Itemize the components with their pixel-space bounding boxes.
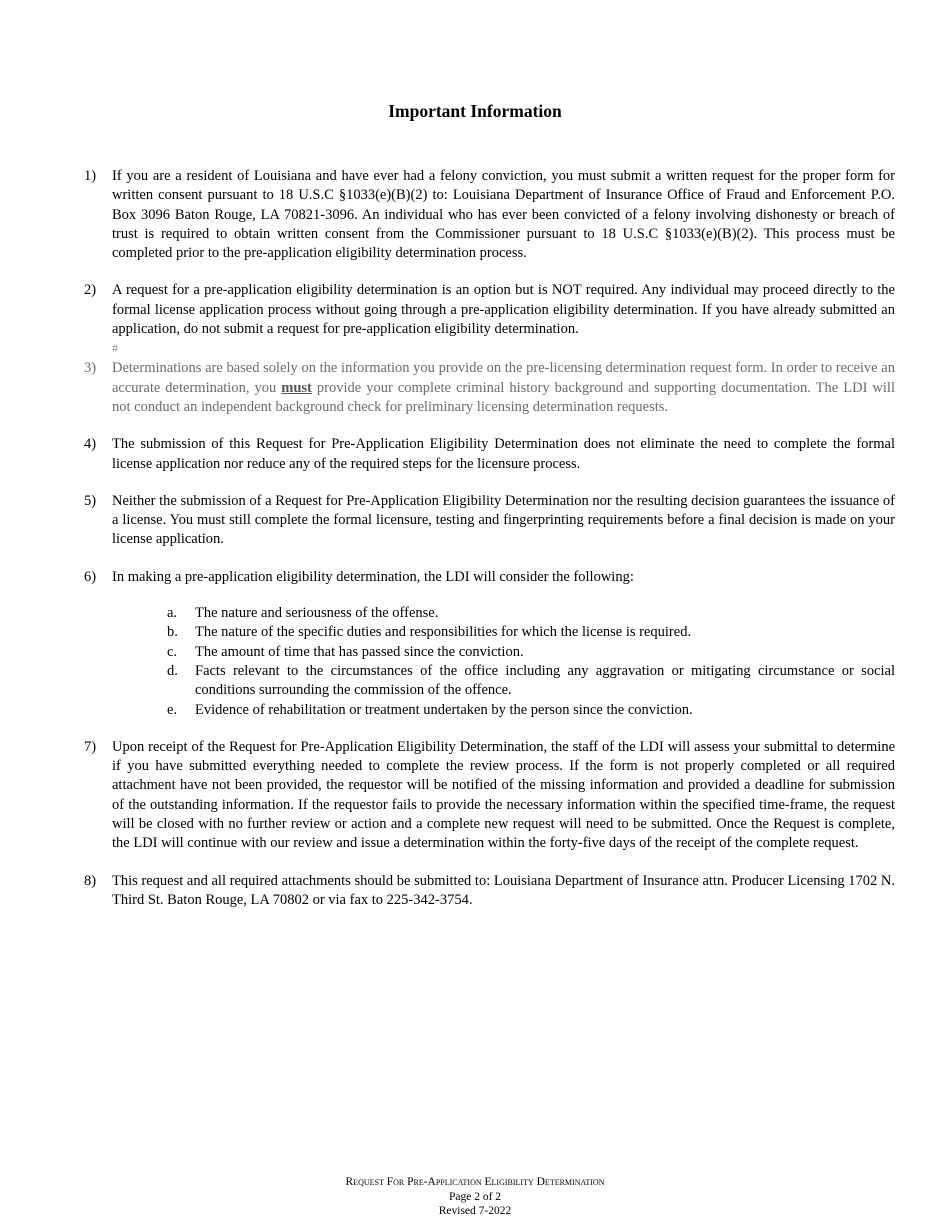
sublist-letter: b. <box>167 624 178 641</box>
page-footer <box>0 1175 950 1219</box>
sublist-letter: c. <box>167 643 178 660</box>
item-number: 3) <box>84 360 97 377</box>
item-text: A request for a pre-application eligibility determination is an option but is NOT required. Any individual may proceed directly to the formal license application process without going through a pre-application eligibility determination. If you have already submitted an application, do not submit a request for pre-application eligibility determination. <box>112 282 895 338</box>
item-text: Upon receipt of the Request for Pre-Application Eligibility Determination, the staff of the LDI will assess your submittal to determine if you have submitted everything needed to complete the review process. If the form is not properly completed or all required attachment have not been provided, the requestor will be notified of the missing information and provided a deadline for submission of the outstanding information. If the requestor fails to provide the necessary information within the specified time-frame, the request will be closed with no further review or action and a complete new request will need to be submitted. Once the Request is complete, the LDI will continue with our review and issue a determination within the forty-five days of the receipt of the complete request. <box>112 738 895 852</box>
list-item-4 <box>84 435 895 474</box>
sublist-letter: a. <box>167 605 178 622</box>
item-text: If you are a resident of Louisiana and have ever had a felony conviction, you must submit a written request for the proper form for written consent pursuant to 18 U.S.C §1033(e)(B)(2) to: Louisiana Department of Insurance Office of Fraud and Enforcement P.O. Box 3096 Baton Rouge, LA 70821-3096. An individual who has ever been convicted of a felony involving dishonesty or breach of trust is required to obtain written consent from the Commissioner pursuant to 18 U.S.C §1033(e)(B)(2). This process must be completed prior to the pre-application eligibility determination process. <box>112 168 895 262</box>
information-list <box>84 167 895 928</box>
footer-revision: Revised 7-2022 <box>438 1205 512 1217</box>
sublist-text: Evidence of rehabilitation or treatment undertaken by the person since the conviction. <box>195 701 693 718</box>
footer-form-name: Request For Pre-Application Eligibility Determination <box>345 1176 605 1188</box>
item-text-after: provide your complete criminal history background and supporting documentation. The LDI will not conduct an independent background check for preliminary licensing determination requests. <box>112 379 895 415</box>
hash-marker: # <box>112 341 118 356</box>
list-item-1 <box>84 167 895 263</box>
sublist-letter: d. <box>167 662 178 679</box>
consideration-sublist <box>112 604 895 720</box>
item-text: Neither the submission of a Request for Pre-Application Eligibility Determination nor the resulting decision guarantees the issuance of a license. You must still complete the formal licensure, testing and fingerprinting requirements before a final decision is made on your license application. <box>112 492 895 548</box>
sublist-item-e <box>167 701 895 720</box>
item-text: In making a pre-application eligibility determination, the LDI will consider the following: <box>112 568 634 585</box>
item-number: 8) <box>84 872 97 889</box>
item-number: 5) <box>84 492 97 509</box>
item-text: The submission of this Request for Pre-Application Eligibility Determination does not eliminate the need to complete the formal license application nor reduce any of the required steps for the licensure process. <box>112 436 895 472</box>
sublist-text: The nature of the specific duties and responsibilities for which the license is required. <box>195 624 692 641</box>
sublist-item-d <box>167 662 895 701</box>
item-text: This request and all required attachments should be submitted to: Louisiana Department of Insurance attn. Producer Licensing 1702 N. Third St. Baton Rouge, LA 70802 or via fax to 225-342-3754. <box>112 872 895 908</box>
sublist-item-c <box>167 643 895 662</box>
sublist-item-a <box>167 604 895 623</box>
item-number: 2) <box>84 282 97 299</box>
sublist-text: Facts relevant to the circumstances of the office including any aggravation or mitigating circumstance or social conditions surrounding the commission of the offence. <box>195 662 895 699</box>
sublist-item-b <box>167 623 895 642</box>
list-item-7 <box>84 738 895 854</box>
sublist-letter: e. <box>167 701 178 718</box>
item-number: 7) <box>84 738 97 755</box>
sublist-text: The amount of time that has passed since the conviction. <box>195 643 524 660</box>
sublist-text: The nature and seriousness of the offense. <box>195 605 439 622</box>
item-number: 1) <box>84 168 97 184</box>
item-emphasis: must <box>281 379 312 396</box>
list-item-3 <box>84 359 895 417</box>
footer-page-number: Page 2 of 2 <box>448 1190 502 1203</box>
list-item-5 <box>84 492 895 550</box>
page-title: Important Information <box>388 101 562 121</box>
item-number: 6) <box>84 568 97 585</box>
item-text-before: Determinations are based solely on the information you provide on the pre-licensing determination request form. In order to receive an accurate determination, you <box>112 360 895 396</box>
item-number: 4) <box>84 436 97 453</box>
list-item-2 <box>84 281 895 339</box>
list-item-8 <box>84 872 895 911</box>
list-item-6 <box>84 568 895 720</box>
